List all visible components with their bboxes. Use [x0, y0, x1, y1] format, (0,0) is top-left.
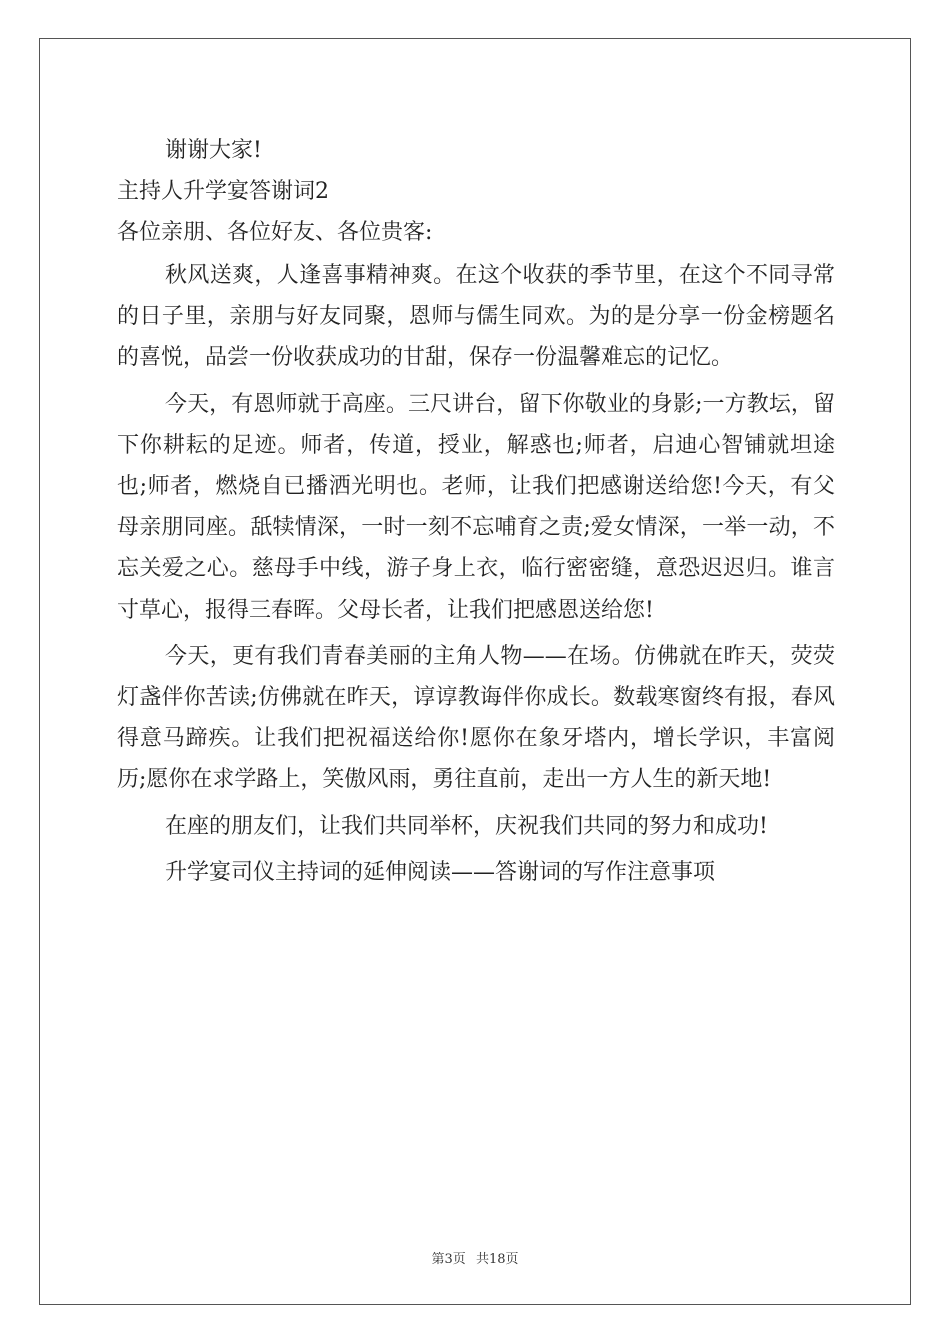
- paragraph-4: 在座的朋友们，让我们共同举杯，庆祝我们共同的努力和成功!: [165, 813, 768, 839]
- page-footer: [0, 1248, 950, 1267]
- paragraph-2: 今天，有恩师就于高座。三尺讲台，留下你敬业的身影;一方教坛，留下你耕耘的足迹。师者，传道，授业，解惑也;师者，启迪心智铺就坦途也;师者，燃烧自已播洒光明也。老师，让我们把感谢送给您!今天，有父母亲朋同座。舐犊情深，一时一刻不忘哺育之责;爱女情深，一举一动，不忘关爱之心。慈母手中线，游子身上衣，临行密密缝，意恐迟迟归。谁言寸草心，报得三春晖。父母长者，让我们把感恩送给您!: [117, 391, 835, 623]
- paragraph-5: 升学宴司仪主持词的延伸阅读——答谢词的写作注意事项: [165, 859, 716, 885]
- document-body: [117, 130, 835, 893]
- page-number: 第3页: [431, 1252, 466, 1267]
- page-total: 共18页: [475, 1252, 519, 1267]
- salutation: 各位亲朋、各位好友、各位贵客:: [117, 220, 433, 245]
- closing-line: 谢谢大家!: [165, 138, 262, 163]
- paragraph-3: 今天，更有我们青春美丽的主角人物——在场。仿佛就在昨天，荧荧灯盏伴你苦读;仿佛就在昨天，谆谆教诲伴你成长。数载寒窗终有报，春风得意马蹄疾。让我们把祝福送给你!愿你在象牙塔内，增长学识，丰富阅历;愿你在求学路上，笑傲风雨，勇往直前，走出一方人生的新天地!: [117, 643, 835, 793]
- paragraph-1: 秋风送爽，人逢喜事精神爽。在这个收获的季节里，在这个不同寻常的日子里，亲朋与好友同聚，恩师与儒生同欢。为的是分享一份金榜题名的喜悦，品尝一份收获成功的甘甜，保存一份温馨难忘的记忆。: [117, 263, 835, 371]
- section-title: 主持人升学宴答谢词2: [117, 179, 329, 204]
